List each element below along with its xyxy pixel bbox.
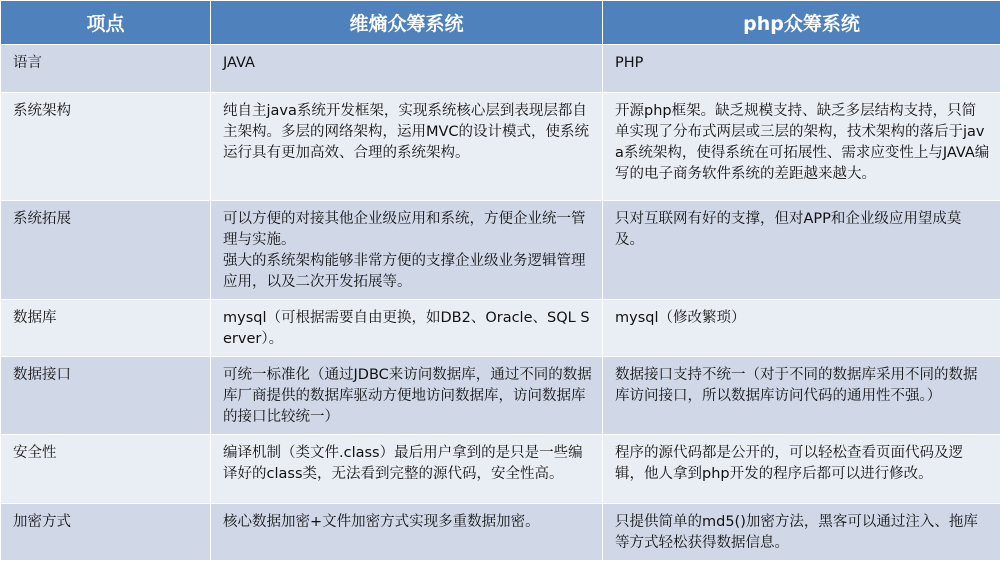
weishang-cell: 编译机制（类文件.class）最后用户拿到的是只是一些编译好的class类，无法看到完整的源代码，安全性高。	[211, 435, 603, 504]
header-row	[1, 1, 1000, 45]
php-cell: PHP	[603, 45, 1000, 93]
weishang-cell: 可统一标准化（通过JDBC来访问数据库，通过不同的数据库厂商提供的数据库驱动方便地访问数据库，访问数据库的接口比较统一）	[211, 357, 603, 435]
php-cell: 开源php框架。缺乏规模支持、缺乏多层结构支持，只简单实现了分布式两层或三层的架构，技术架构的落后于java系统架构，使得系统在可拓展性、需求应变性上与JAVA编写的电子商务软件系统的差距越来越大。	[603, 93, 1000, 201]
weishang-cell: mysql（可根据需要自由更换，如DB2、Oracle、SQL Server）。	[211, 300, 603, 357]
row-item-label: 系统拓展	[1, 201, 211, 300]
table-row	[1, 357, 1000, 435]
table-row	[1, 201, 1000, 300]
row-item-label: 加密方式	[1, 504, 211, 561]
table-row	[1, 504, 1000, 561]
weishang-cell: 纯自主java系统开发框架，实现系统核心层到表现层都自主架构。多层的网络架构，运用MVC的设计模式，使系统运行具有更加高效、合理的系统架构。	[211, 93, 603, 201]
row-item-label: 数据接口	[1, 357, 211, 435]
table-row	[1, 435, 1000, 504]
header-weishang: 维熵众筹系统	[211, 1, 603, 45]
php-cell: 只提供简单的md5()加密方法，黑客可以通过注入、拖库等方式轻松获得数据信息。	[603, 504, 1000, 561]
table-row	[1, 300, 1000, 357]
weishang-cell: JAVA	[211, 45, 603, 93]
php-cell: 数据接口支持不统一（对于不同的数据库采用不同的数据库访问接口，所以数据库访问代码的通用性不强。）	[603, 357, 1000, 435]
row-item-label: 数据库	[1, 300, 211, 357]
weishang-cell: 核心数据加密+文件加密方式实现多重数据加密。	[211, 504, 603, 561]
table-row	[1, 93, 1000, 201]
row-item-label: 系统架构	[1, 93, 211, 201]
header-php: php众筹系统	[603, 1, 1000, 45]
table-row	[1, 45, 1000, 93]
header-item: 项点	[1, 1, 211, 45]
php-cell: mysql（修改繁琐）	[603, 300, 1000, 357]
weishang-cell: 可以方便的对接其他企业级应用和系统，方便企业统一管理与实施。 强大的系统架构能够非常方便的支撑企业级业务逻辑管理应用，以及二次开发拓展等。	[211, 201, 603, 300]
row-item-label: 语言	[1, 45, 211, 93]
php-cell: 只对互联网有好的支撑，但对APP和企业级应用望成莫及。	[603, 201, 1000, 300]
php-cell: 程序的源代码都是公开的，可以轻松查看页面代码及逻辑，他人拿到php开发的程序后都可以进行修改。	[603, 435, 1000, 504]
row-item-label: 安全性	[1, 435, 211, 504]
